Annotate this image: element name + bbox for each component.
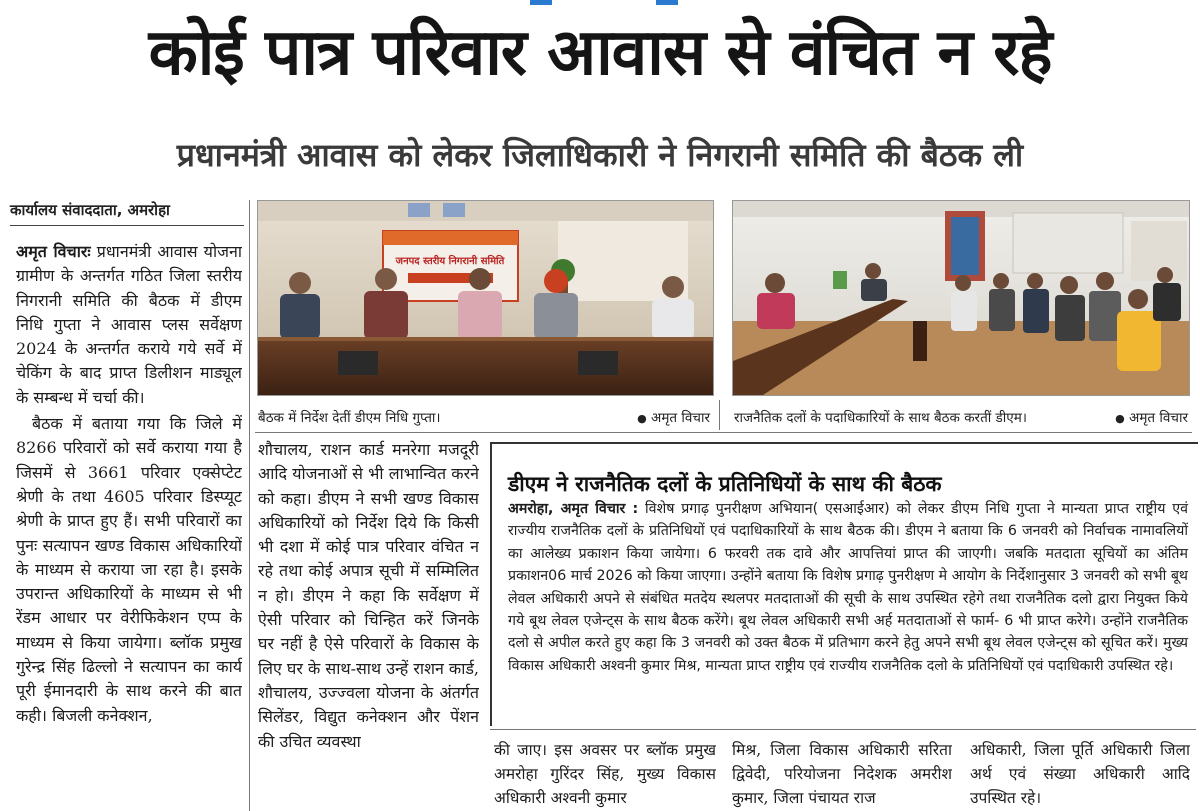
photo-2-caption-row [734, 408, 1188, 426]
bullet-icon: ● [1115, 412, 1125, 425]
photo-2-credit: अमृत विचार [1129, 410, 1188, 426]
meeting-photo-2-image [733, 201, 1189, 395]
column-1-paragraph-2: बैठक में बताया गया कि जिले में 8266 परिवारों को सर्वे कराया गया है जिसमें से 3661 परिवार एक्सेप्टेट श्रेणी के तथा 4605 परिवार डिस्प्यूट श्रेणी के प्राप्त हुए हैं। सभी परिवारों का पुनः सत्यापन खण्ड विकास अधिकारियों के माध्यम से कराया जा रहा है। इसके उपरान्त अधिकारियों के माध्यम से भी रेंडम आधार पर वेरीफिकेशन एप्प के माध्यम से किया जायेगा। ब्लॉक प्रमुख गुरेन्द्र सिंह ढिल्लो ने सत्यापन का कार्य पूरी ईमानदारी के साथ करने की बात कही। बिजली कनेक्शन, [16, 414, 242, 725]
box-title: डीएम ने राजनैतिक दलों के प्रतिनिधियों के साथ की बैठक [508, 472, 942, 496]
caption-divider [719, 400, 720, 430]
meeting-photo-2 [732, 200, 1190, 396]
column-1 [16, 240, 242, 811]
photo-1-caption-row [258, 408, 710, 426]
photo-2-credit-wrap [1115, 408, 1188, 426]
bottom-column-4: मिश्र, जिला विकास अधिकारी सरिता द्विवेदी, परियोजना निदेशक अमरीश कुमार, जिला पंचायत राज [732, 741, 952, 807]
lead-paragraph [16, 240, 242, 410]
bottom-column-5: अधिकारी, जिला पूर्ति अधिकारी जिला अर्थ एवं संख्या अधिकारी आदि उपस्थित रहे। [970, 741, 1190, 807]
meeting-photo-1 [257, 200, 714, 396]
box-text [508, 498, 1188, 677]
column-2 [258, 438, 479, 811]
banner-text: जनपद स्तरीय निगरानी समिति [395, 256, 505, 267]
column-2-text: शौचालय, राशन कार्ड मनरेगा मजदूरी आदि योजनाओं से भी लाभान्वित करने को कहा। डीएम ने सभी खण्ड विकास अधिकारियों को निर्देश दिये कि किसी भी दशा में कोई पात्र परिवार वंचित न रहे तथा कोई अपात्र सूची में सम्मिलित न हो। डीएम ने कहा कि सर्वेक्षण में ऐसी परिवार को चिन्हित करें जिनके घर नहीं है ऐसे परिवारों के विकास के लिए घर के साथ-साथ उन्हें राशन कार्ड, शौचालय, उज्ज्वला योजना के अंतर्गत सिलेंडर, विद्युत कनेक्शन और पेंशन की उचित व्यवस्था [258, 440, 479, 751]
lead-tag: अमृत विचारः [16, 242, 91, 261]
photo-1-credit-wrap [637, 408, 710, 426]
box-lead-tag: अमरोहा, अमृत विचार : [508, 501, 639, 517]
photo-bottom-divider [255, 432, 1192, 433]
photo-1-credit: अमृत विचार [651, 410, 710, 426]
photo-1-caption: बैठक में निर्देश देतीं डीएम निधि गुप्ता। [258, 410, 441, 426]
meeting-photo-1-image [258, 201, 713, 395]
subheadline: प्रधानमंत्री आवास को लेकर जिलाधिकारी ने निगरानी समिति की बैठक ली [176, 136, 1024, 174]
column-divider [249, 200, 250, 811]
bottom-column-3: की जाए। इस अवसर पर ब्लॉक प्रमुख अमरोहा गुरिंदर सिंह, मुख्य विकास अधिकारी अश्वनी कुमार [494, 741, 716, 807]
box-body: विशेष प्रगाढ़ पुनरीक्षण अभियान( एसआईआर) को लेकर डीएम निधि गुप्ता ने मान्यता प्राप्त राष्ट्रीय एवं राज्यीय राजनैतिक दलों के प्रतिनिधियों एवं पदाधिकारियों के साथ बैठक की। डीएम ने बताया कि 6 जनवरी को निर्वाचक नामावलियों का आलेख्य प्रकाशन किया जायेगा। 6 फरवरी तक दावे और आपत्तियां प्राप्त की जाएगी। जबकि मतदाता सूचियों का अंतिम प्रकाशन06 मार्च 2026 को किया जाएगा। उन्होंने बताया कि विशेष प्रगाढ़ पुनरीक्षण मे आयोग के निर्देशानुसार 3 जनवरी को सभी बूथ लेवल अधिकारी अपने से संबंधित मतदेय स्थलपर मतदाताओं की सूची के साथ उपस्थित रहेगे तथा राजनैतिक दलो द्वारा नियुक्त किये गये बूथ लेवल एजेन्ट्स के साथ बैठक करेंगे। बूथ लेवल अधिकारी सभी अर्ह मतदाताओं से फार्म- 6 भी प्राप्त करेगे। उन्होंने राजनैतिक दलो से अपील करते हुए कहा कि 3 जनवरी को उक्त बैठक में प्रतिभाग करने हेतु अपने सभी बूथ लेवल एजेन्ट्स को सूचित करें। मुख्य विकास अधिकारी अश्वनी कुमार मिश्र, मान्यता प्राप्त राष्ट्रीय एवं राज्यीय राजनैतिक दलो के प्रतिनिधियों एवं पदाधिकारी उपस्थित रहे। [508, 501, 1188, 674]
byline: कार्यालय संवाददाता, अमरोहा [10, 201, 170, 219]
top-blue-marks [0, 0, 1200, 6]
lead-text: प्रधानमंत्री आवास योजना ग्रामीण के अन्तर्गत गठित जिला स्तरीय निगरानी समिति की बैठक में डीएम निधि गुप्ता ने आवास प्लस सर्वेक्षण 2024 के अन्तर्गत कराये गये सर्वे में चेकिंग के बाद प्राप्त डिलीशन माड्यूल के सम्बन्ध में चर्चा की। [16, 242, 242, 407]
headline: कोई पात्र परिवार आवास से वंचित न रहे [148, 16, 1052, 90]
byline-divider [10, 225, 244, 226]
box-bottom-divider [490, 729, 1196, 730]
photo-2-caption: राजनैतिक दलों के पदाधिकारियों के साथ बैठक करतीं डीएम। [734, 410, 1027, 426]
bullet-icon: ● [637, 412, 647, 425]
